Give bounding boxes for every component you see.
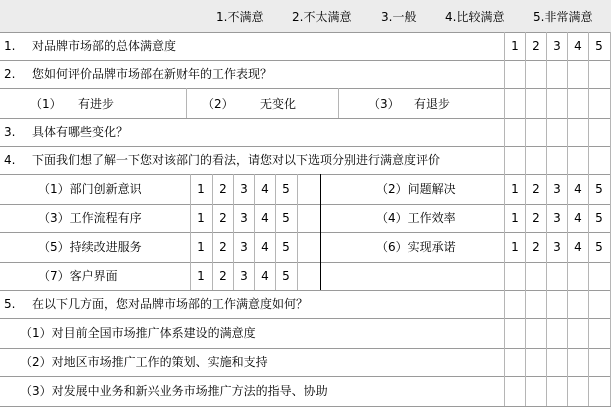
q2-option-3-label[interactable]: 有退步: [414, 97, 451, 111]
q4-item-1: （1）部门创新意识: [38, 182, 142, 196]
q2-text: 您如何评价品牌市场部在新财年的工作表现？: [32, 67, 273, 81]
rating-4[interactable]: 4: [261, 269, 269, 283]
rating-1[interactable]: 1: [511, 182, 519, 196]
rating-1[interactable]: 1: [197, 211, 205, 225]
rating-3[interactable]: 3: [240, 211, 248, 225]
rating-5[interactable]: 5: [595, 39, 603, 53]
q2-number: 2.: [4, 67, 16, 81]
q5-number: 5.: [4, 297, 16, 311]
rating-5[interactable]: 5: [282, 182, 290, 196]
rating-4[interactable]: 4: [261, 211, 269, 225]
rating-2[interactable]: 2: [532, 182, 540, 196]
scale-label-5: 5.非常满意: [533, 10, 593, 24]
q5-item-3: （3）对发展中业务和新兴业务市场推广方法的指导、协助: [20, 384, 328, 398]
q5-item-2: （2）对地区市场推广工作的策划、实施和支持: [20, 355, 268, 369]
rating-3[interactable]: 3: [553, 240, 561, 254]
rating-4[interactable]: 4: [574, 182, 582, 196]
rating-5[interactable]: 5: [282, 240, 290, 254]
q3-text: 具体有哪些变化？: [32, 125, 129, 139]
rating-1[interactable]: 1: [197, 240, 205, 254]
rating-5[interactable]: 5: [595, 182, 603, 196]
rating-1[interactable]: 1: [197, 182, 205, 196]
q2-option-1-num: （1）: [30, 97, 62, 111]
q1-text: 对品牌市场部的总体满意度: [32, 39, 177, 53]
rating-4[interactable]: 4: [261, 240, 269, 254]
rating-3[interactable]: 3: [553, 182, 561, 196]
rating-4[interactable]: 4: [261, 182, 269, 196]
scale-label-3: 3.一般: [381, 10, 417, 24]
rating-1[interactable]: 1: [197, 269, 205, 283]
rating-4[interactable]: 4: [574, 211, 582, 225]
q5-item-1: （1）对目前全国市场推广体系建设的满意度: [20, 326, 256, 340]
scale-label-4: 4.比较满意: [445, 10, 505, 24]
rating-2[interactable]: 2: [532, 240, 540, 254]
rating-2[interactable]: 2: [219, 269, 227, 283]
rating-1[interactable]: 1: [511, 39, 519, 53]
rating-2[interactable]: 2: [219, 211, 227, 225]
rating-2[interactable]: 2: [532, 211, 540, 225]
rating-3[interactable]: 3: [240, 240, 248, 254]
q4-item-7: （7）客户界面: [38, 269, 118, 283]
rating-3[interactable]: 3: [240, 269, 248, 283]
q1-number: 1.: [4, 39, 16, 53]
rating-2[interactable]: 2: [532, 39, 540, 53]
scale-label-1: 1.不满意: [216, 10, 264, 24]
rating-4[interactable]: 4: [574, 39, 582, 53]
q2-option-2-label[interactable]: 无变化: [260, 97, 297, 111]
rating-4[interactable]: 4: [574, 240, 582, 254]
q5-text: 在以下几方面，您对品牌市场部的工作满意度如何？: [32, 297, 309, 311]
rating-3[interactable]: 3: [553, 39, 561, 53]
q4-number: 4.: [4, 153, 16, 167]
q2-option-2-num: （2）: [202, 97, 234, 111]
rating-5[interactable]: 5: [282, 269, 290, 283]
q2-option-1-label[interactable]: 有进步: [78, 97, 115, 111]
q4-text: 下面我们想了解一下您对该部门的看法，请您对以下选项分别进行满意度评价: [32, 153, 441, 167]
rating-1[interactable]: 1: [511, 211, 519, 225]
rating-1[interactable]: 1: [511, 240, 519, 254]
rating-3[interactable]: 3: [240, 182, 248, 196]
rating-5[interactable]: 5: [595, 240, 603, 254]
q3-number: 3.: [4, 125, 16, 139]
q4-item-5: （5）持续改进服务: [38, 240, 142, 254]
q2-option-3-num: （3）: [368, 97, 400, 111]
rating-5[interactable]: 5: [282, 211, 290, 225]
rating-5[interactable]: 5: [595, 211, 603, 225]
rating-2[interactable]: 2: [219, 182, 227, 196]
rating-2[interactable]: 2: [219, 240, 227, 254]
q4-item-4: （4）工作效率: [376, 211, 456, 225]
q4-item-3: （3）工作流程有序: [38, 211, 142, 225]
rating-3[interactable]: 3: [553, 211, 561, 225]
scale-label-2: 2.不太满意: [292, 10, 352, 24]
q4-item-2: （2）问题解决: [376, 182, 456, 196]
q4-item-6: （6）实现承诺: [376, 240, 456, 254]
